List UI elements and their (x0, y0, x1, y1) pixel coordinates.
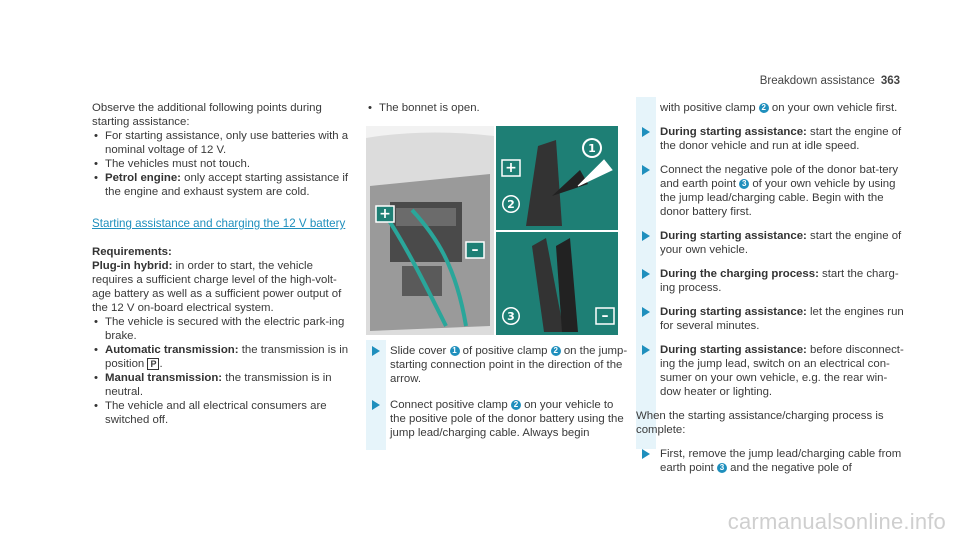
callout-number: 3 (717, 463, 727, 473)
plugin-label: Plug-in hybrid: (92, 260, 173, 272)
list-item (92, 157, 350, 171)
step-arrow-icon (372, 346, 380, 356)
step-label: During starting assistance: (660, 344, 807, 356)
step-arrow-icon (642, 231, 650, 241)
bullet-text: only accept starting assistance if the engine and exhaust system are cold. (105, 172, 349, 198)
gear-p-symbol: P (147, 358, 159, 370)
bullet-label: Automatic transmission: (105, 344, 239, 356)
intro-bullets (92, 129, 350, 199)
column-1 (92, 101, 350, 427)
intro-text: Observe the additional following points during starting assistance: (92, 102, 322, 128)
list-item (92, 371, 350, 399)
step-arrow-icon (642, 127, 650, 137)
section-heading[interactable]: Starting assistance and charging the 12 V battery (92, 217, 346, 230)
step-item (636, 229, 906, 257)
minus-terminal-label: – (471, 242, 479, 258)
plugin-paragraph (92, 259, 350, 315)
callout-number: 2 (759, 103, 769, 113)
list-item (92, 315, 350, 343)
step-continuation (636, 101, 906, 115)
step-label: During starting assistance: (660, 126, 807, 138)
plugin-text: in order to start, the vehicle requires a sufficient charge level of the high-volt-age battery as well as a sufficient power output of the 12 V on-board electrical system. (92, 260, 342, 314)
step-text: let the engines run for several minutes. (660, 306, 904, 332)
step-arrow-icon (642, 307, 650, 317)
step-arrow-icon (642, 449, 650, 459)
column-2-top (366, 101, 626, 115)
bullet-text-end: . (159, 358, 163, 370)
clamp-plus-label: + (505, 160, 517, 176)
step-arrow-icon (642, 345, 650, 355)
bullet-text: The bonnet is open. (379, 102, 480, 114)
step-item (366, 344, 628, 386)
callout-2: 2 (507, 198, 515, 211)
step-item (636, 125, 906, 153)
step-label: During the charging process: (660, 268, 819, 280)
bullet-text: For starting assistance, only use batteries with a nominal voltage of 12 V. (105, 130, 349, 156)
list-item (92, 129, 350, 157)
step-text: start the engine of your own vehicle. (660, 230, 902, 256)
step-item (636, 447, 906, 475)
jump-start-illustration (366, 126, 618, 335)
step-text: on your vehicle to the positive pole of the donor battery using the jump lead/charging cable. Always begin (390, 399, 624, 439)
step-item (636, 343, 906, 399)
step-text: of positive clamp (459, 345, 551, 357)
bullet-text: the transmission is in neutral. (105, 372, 332, 398)
callout-number: 2 (551, 346, 561, 356)
step-item (636, 305, 906, 333)
list-item (92, 343, 350, 371)
list-item (366, 101, 626, 115)
completion-intro: When the starting assistance/charging process is complete: (636, 410, 884, 436)
step-text: Slide cover (390, 345, 450, 357)
bullet-text: The vehicle is secured with the electric park-ing brake. (105, 316, 345, 342)
callout-1: 1 (588, 142, 596, 155)
callout-number: 1 (450, 346, 460, 356)
step-arrow-icon (372, 400, 380, 410)
plus-terminal-label: + (379, 206, 391, 222)
step-text: Connect the negative pole of the donor bat-tery and earth point (660, 164, 899, 190)
requirements-label: Requirements: (92, 246, 172, 258)
step-text: Connect positive clamp (390, 399, 511, 411)
watermark: carmanualsonline.info (727, 509, 946, 534)
list-item (92, 399, 350, 427)
step-arrow-icon (642, 269, 650, 279)
bullet-label: Petrol engine: (105, 172, 181, 184)
list-item (92, 171, 350, 199)
step-text: and the negative pole of (727, 462, 852, 474)
earth-minus-label: – (601, 308, 609, 324)
step-item (636, 163, 906, 219)
step-item (636, 267, 906, 295)
callout-number: 3 (739, 179, 749, 189)
step-text: start the charg-ing process. (660, 268, 899, 294)
step-text: First, remove the jump lead/charging cable from earth point (660, 448, 902, 474)
step-arrow-icon (642, 165, 650, 175)
step-text: on your own vehicle first. (768, 102, 898, 114)
column-3 (636, 101, 906, 475)
step-text: of your own vehicle by using the jump lead/charging cable. Begin with the donor battery first. (660, 178, 896, 218)
bullet-label: Manual transmission: (105, 372, 223, 384)
step-item (366, 398, 628, 440)
step-label: During starting assistance: (660, 306, 807, 318)
page-number: 363 (880, 75, 900, 87)
bullet-text: The vehicles must not touch. (105, 158, 250, 170)
page-header (760, 74, 900, 88)
step-text: on the jump-starting connection point in the direction of the arrow. (390, 345, 628, 385)
requirements-bullets (92, 315, 350, 427)
step-label: During starting assistance: (660, 230, 807, 242)
bullet-text: the transmission is in position (105, 344, 349, 370)
callout-3: 3 (507, 310, 515, 323)
column-2-steps (366, 344, 628, 440)
step-text: start the engine of the donor vehicle and run at idle speed. (660, 126, 902, 152)
step-text: with positive clamp (660, 102, 759, 114)
bullet-text: The vehicle and all electrical consumers are switched off. (105, 400, 327, 426)
callout-number: 2 (511, 400, 521, 410)
section-title: Breakdown assistance (759, 75, 875, 87)
step-text: before disconnect-ing the jump lead, switch on an electrical con-sumer on your own vehicle, e.g. the rear win-dow heater or lighting. (660, 344, 904, 398)
